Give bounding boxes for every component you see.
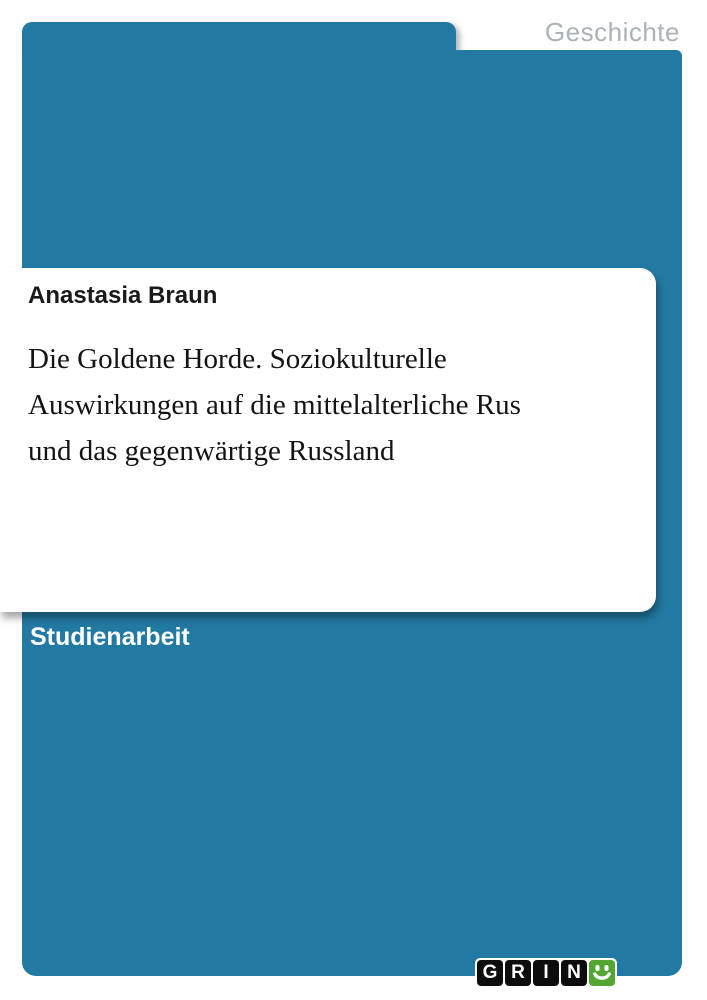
logo-letter-n: N xyxy=(561,960,587,986)
title-card xyxy=(0,268,656,612)
smiley-icon xyxy=(589,960,615,986)
logo-letter-i: I xyxy=(533,960,559,986)
logo-letter-r: R xyxy=(505,960,531,986)
document-type-label: Studienarbeit xyxy=(30,623,190,651)
grin-logo xyxy=(475,958,617,988)
document-title-line: Die Goldene Horde. Soziokulturelle xyxy=(28,343,447,375)
document-title-line: Auswirkungen auf die mittelalterliche Rus xyxy=(28,389,521,421)
logo-letter-g: G xyxy=(477,960,503,986)
author-name: Anastasia Braun xyxy=(28,282,218,309)
category-label: Geschichte xyxy=(544,17,680,47)
document-title-line: und das gegenwärtige Russland xyxy=(28,435,395,467)
document-title xyxy=(28,336,628,474)
